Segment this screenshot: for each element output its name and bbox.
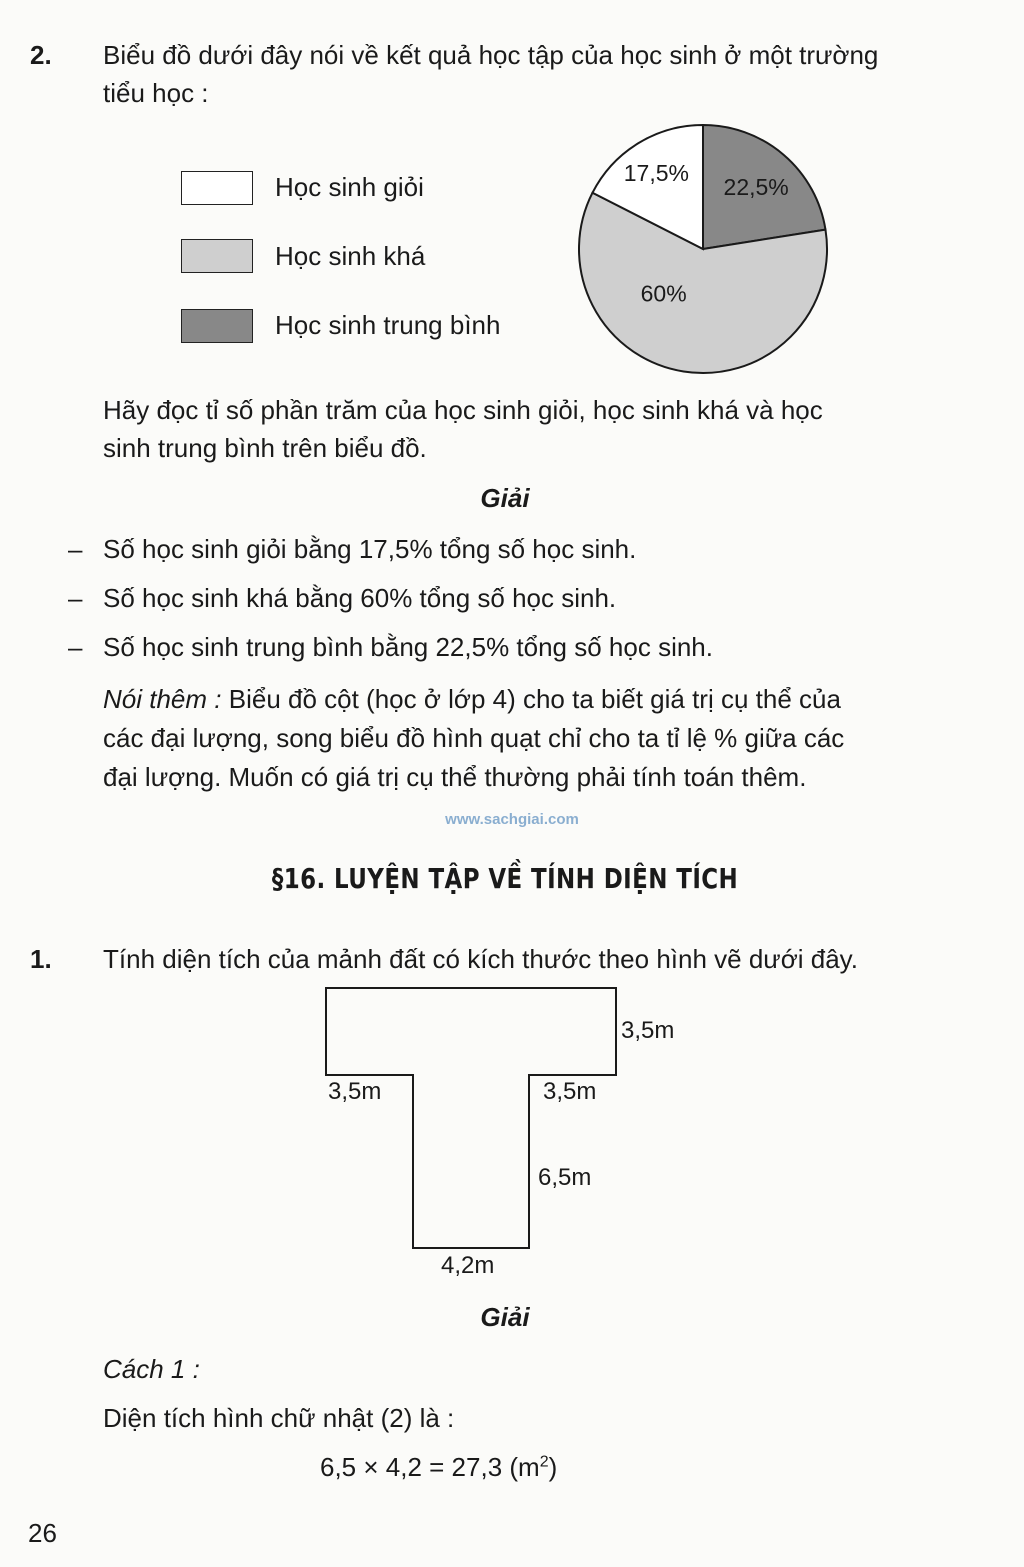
pie-label-kha: 60%	[640, 280, 687, 307]
pie-chart	[570, 118, 840, 380]
note-line-2: các đại lượng, song biểu đồ hình quạt chỉ cho ta tỉ lệ % giữa các	[103, 723, 845, 753]
section-title: §16. LUYỆN TẬP VỀ TÍNH DIỆN TÍCH	[271, 862, 739, 895]
method-label: Cách 1 :	[103, 1354, 200, 1384]
note-line-3: đại lượng. Muốn có giá trị cụ thể thường phải tính toán thêm.	[103, 762, 807, 792]
calculation-text: 6,5 × 4,2 = 27,3 (m	[320, 1452, 540, 1482]
calculation-close: )	[548, 1452, 558, 1482]
legend-label-kha: Học sinh khá	[275, 241, 426, 271]
legend-swatch-trung-binh	[181, 309, 253, 343]
answer-1-dash: –	[68, 534, 83, 564]
exercise-1-question: Tính diện tích của mảnh đất có kích thước theo hình vẽ dưới đây.	[103, 944, 858, 974]
calculation-exponent: 2	[539, 1453, 549, 1471]
exercise-2-number: 2.	[30, 40, 52, 70]
exercise-2-question-line-1: Biểu đồ dưới đây nói về kết quả học tập của học sinh ở một trường	[103, 40, 879, 70]
page-number: 26	[28, 1518, 57, 1548]
legend-label-trung-binh: Học sinh trung bình	[275, 310, 501, 340]
exercise-2-solution-title: Giải	[480, 483, 530, 513]
t-shape-outline	[326, 988, 616, 1248]
exercise-2-task-line-2: sinh trung bình trên biểu đồ.	[103, 433, 427, 463]
answer-2-dash: –	[68, 583, 83, 613]
legend-label-gioi: Học sinh giỏi	[275, 172, 424, 202]
calculation	[320, 1452, 557, 1483]
note-label: Nói thêm :	[103, 684, 222, 714]
answer-1: Số học sinh giỏi bằng 17,5% tổng số học sinh.	[103, 534, 637, 564]
dim-top-right: 3,5m	[621, 1017, 675, 1044]
answer-3: Số học sinh trung bình bằng 22,5% tổng số học sinh.	[103, 632, 713, 662]
exercise-2-task-line-1: Hãy đọc tỉ số phần trăm của học sinh giỏi, học sinh khá và học	[103, 395, 823, 425]
exercise-1-solution-title: Giải	[480, 1302, 530, 1332]
watermark-url: www.sachgiai.com	[445, 811, 579, 828]
dim-stem-right: 6,5m	[538, 1164, 592, 1191]
legend-swatch-kha	[181, 239, 253, 273]
pie-label-gioi: 17,5%	[623, 159, 689, 186]
note-line-1	[103, 684, 841, 715]
note-text-1: Biểu đồ cột (học ở lớp 4) cho ta biết giá trị cụ thể của	[228, 684, 841, 714]
exercise-2-question-line-2: tiểu học :	[103, 78, 209, 108]
t-shape-diagram	[320, 984, 630, 1254]
exercise-1-number: 1.	[30, 944, 52, 974]
dim-left-ledge: 3,5m	[328, 1078, 382, 1105]
step-text: Diện tích hình chữ nhật (2) là :	[103, 1403, 455, 1433]
answer-2: Số học sinh khá bằng 60% tổng số học sinh.	[103, 583, 617, 613]
legend-swatch-gioi	[181, 171, 253, 205]
answer-3-dash: –	[68, 632, 83, 662]
dim-bottom: 4,2m	[441, 1252, 495, 1279]
pie-label-trung-binh: 22,5%	[723, 173, 789, 200]
dim-right-ledge: 3,5m	[543, 1078, 597, 1105]
